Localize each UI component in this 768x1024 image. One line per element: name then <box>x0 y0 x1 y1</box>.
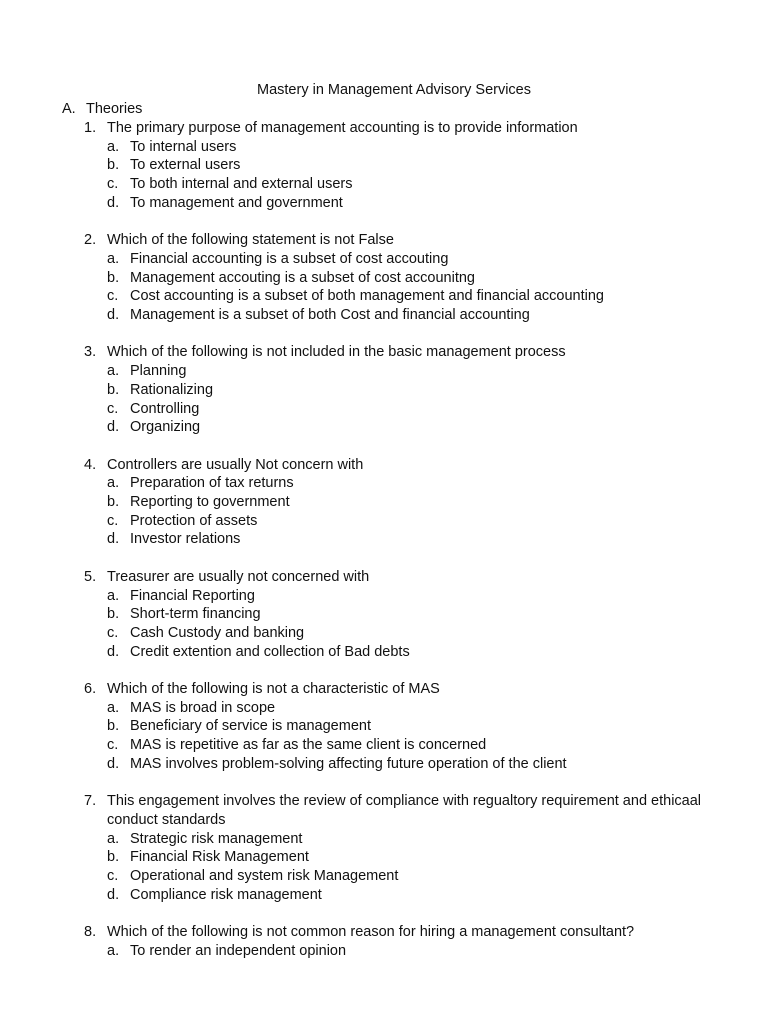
choice-letter: d. <box>107 194 120 211</box>
question-line <box>84 923 734 942</box>
choice-item <box>107 306 734 325</box>
choice-letter: a. <box>107 587 120 604</box>
choice-item <box>107 717 734 736</box>
choice-text: Rationalizing <box>130 381 214 398</box>
choice-item <box>107 755 734 774</box>
choice-letter: d. <box>107 755 120 772</box>
question-line <box>84 568 734 587</box>
choice-letter: b. <box>107 849 120 866</box>
choice-text: Strategic risk management <box>130 830 303 847</box>
choice-item <box>107 156 734 175</box>
choice-text: Operational and system risk Management <box>130 868 399 885</box>
choice-text: Organizing <box>130 419 201 436</box>
choice-item <box>107 867 734 886</box>
choice-item <box>107 400 734 419</box>
choice-letter: a. <box>107 138 120 155</box>
question-number: 2. <box>84 232 97 249</box>
choice-text: Compliance risk management <box>130 886 322 903</box>
question-number: 6. <box>84 681 97 698</box>
question-number: 7. <box>84 793 97 810</box>
choice-item <box>107 848 734 867</box>
question-text: Which of the following is not included in the basic management process <box>107 344 566 361</box>
choice-list <box>84 138 734 213</box>
choice-item <box>107 474 734 493</box>
choice-text: Protection of assets <box>130 512 258 529</box>
question-text: Which of the following statement is not False <box>107 232 394 249</box>
question-text: Treasurer are usually not concerned with <box>107 568 370 585</box>
choice-letter: a. <box>107 942 120 959</box>
question-item <box>84 231 734 325</box>
question-number: 4. <box>84 456 97 473</box>
question-list <box>84 119 734 979</box>
choice-text: To both internal and external users <box>130 176 353 193</box>
choice-item <box>107 736 734 755</box>
choice-list <box>84 362 734 437</box>
choice-letter: c. <box>107 512 119 529</box>
choice-list <box>84 699 734 774</box>
choice-letter: d. <box>107 643 120 660</box>
choice-text: MAS involves problem-solving affecting future operation of the client <box>130 755 567 772</box>
choice-text: Planning <box>130 363 187 380</box>
choice-text: Short-term financing <box>130 606 261 623</box>
choice-item <box>107 418 734 437</box>
choice-letter: b. <box>107 269 120 286</box>
question-line <box>84 792 734 829</box>
choice-item <box>107 886 734 905</box>
question-item <box>84 119 734 213</box>
question-text: Controllers are usually Not concern with <box>107 456 364 473</box>
choice-letter: d. <box>107 307 120 324</box>
choice-item <box>107 530 734 549</box>
page-title: Mastery in Management Advisory Services <box>257 82 531 98</box>
choice-list <box>84 250 734 325</box>
question-text: Which of the following is not common reason for hiring a management consultant? <box>107 924 635 941</box>
choice-letter: a. <box>107 699 120 716</box>
choice-text: Preparation of tax returns <box>130 475 294 492</box>
choice-list <box>84 587 734 662</box>
choice-letter: b. <box>107 381 120 398</box>
question-text: This engagement involves the review of compliance with regualtory requirement and ethicaal conduct standards <box>107 793 702 828</box>
choice-item <box>107 605 734 624</box>
choice-item <box>107 287 734 306</box>
choice-letter: c. <box>107 737 119 754</box>
choice-text: To render an independent opinion <box>130 942 347 959</box>
choice-item <box>107 250 734 269</box>
question-line <box>84 680 734 699</box>
choice-item <box>107 512 734 531</box>
question-text: The primary purpose of management accounting is to provide information <box>107 120 578 136</box>
choice-text: Management is a subset of both Cost and financial accounting <box>130 307 530 324</box>
section-heading-text: Theories <box>86 101 143 117</box>
choice-text: To management and government <box>130 194 343 211</box>
choice-list <box>84 942 734 961</box>
choice-letter: b. <box>107 718 120 735</box>
section-letter: A. <box>62 101 76 117</box>
choice-item <box>107 269 734 288</box>
question-item <box>84 680 734 774</box>
choice-letter: a. <box>107 250 120 267</box>
choice-list <box>84 474 734 549</box>
choice-text: Cost accounting is a subset of both management and financial accounting <box>130 288 604 305</box>
choice-text: Credit extention and collection of Bad debts <box>130 643 410 660</box>
choice-item <box>107 942 734 961</box>
choice-letter: b. <box>107 494 120 511</box>
choice-item <box>107 194 734 213</box>
choice-item <box>107 643 734 662</box>
choice-text: Cash Custody and banking <box>130 624 305 641</box>
choice-text: Management accouting is a subset of cost accounitng <box>130 269 475 286</box>
question-line <box>84 456 734 475</box>
question-line <box>84 231 734 250</box>
question-item <box>84 792 734 904</box>
choice-text: Investor relations <box>130 531 241 548</box>
section-heading <box>62 100 142 119</box>
choice-text: Financial Reporting <box>130 587 255 604</box>
question-number: 1. <box>84 120 97 136</box>
choice-letter: b. <box>107 157 120 174</box>
choice-item <box>107 362 734 381</box>
choice-letter: a. <box>107 830 120 847</box>
choice-letter: c. <box>107 400 119 417</box>
choice-letter: c. <box>107 624 119 641</box>
choice-item <box>107 830 734 849</box>
choice-text: Financial Risk Management <box>130 849 309 866</box>
question-item <box>84 343 734 437</box>
choice-text: MAS is broad in scope <box>130 699 276 716</box>
question-item <box>84 456 734 550</box>
choice-item <box>107 175 734 194</box>
question-line <box>84 119 734 138</box>
choice-letter: d. <box>107 886 120 903</box>
choice-text: Controlling <box>130 400 200 417</box>
question-text: Which of the following is not a characteristic of MAS <box>107 681 440 698</box>
choice-text: MAS is repetitive as far as the same client is concerned <box>130 737 487 754</box>
choice-item <box>107 624 734 643</box>
choice-letter: d. <box>107 419 120 436</box>
choice-item <box>107 699 734 718</box>
choice-text: To internal users <box>130 138 237 155</box>
choice-letter: a. <box>107 363 120 380</box>
choice-text: Financial accounting is a subset of cost accouting <box>130 250 449 267</box>
question-number: 5. <box>84 568 97 585</box>
choice-letter: c. <box>107 176 119 193</box>
choice-item <box>107 587 734 606</box>
choice-list <box>84 830 734 905</box>
question-item <box>84 568 734 662</box>
choice-letter: b. <box>107 606 120 623</box>
choice-letter: a. <box>107 475 120 492</box>
choice-item <box>107 493 734 512</box>
question-number: 8. <box>84 924 97 941</box>
choice-letter: d. <box>107 531 120 548</box>
question-number: 3. <box>84 344 97 361</box>
choice-letter: c. <box>107 288 119 305</box>
choice-letter: c. <box>107 868 119 885</box>
choice-item <box>107 138 734 157</box>
choice-text: Reporting to government <box>130 494 290 511</box>
question-line <box>84 343 734 362</box>
choice-text: Beneficiary of service is management <box>130 718 371 735</box>
choice-item <box>107 381 734 400</box>
question-item <box>84 923 734 960</box>
choice-text: To external users <box>130 157 241 174</box>
